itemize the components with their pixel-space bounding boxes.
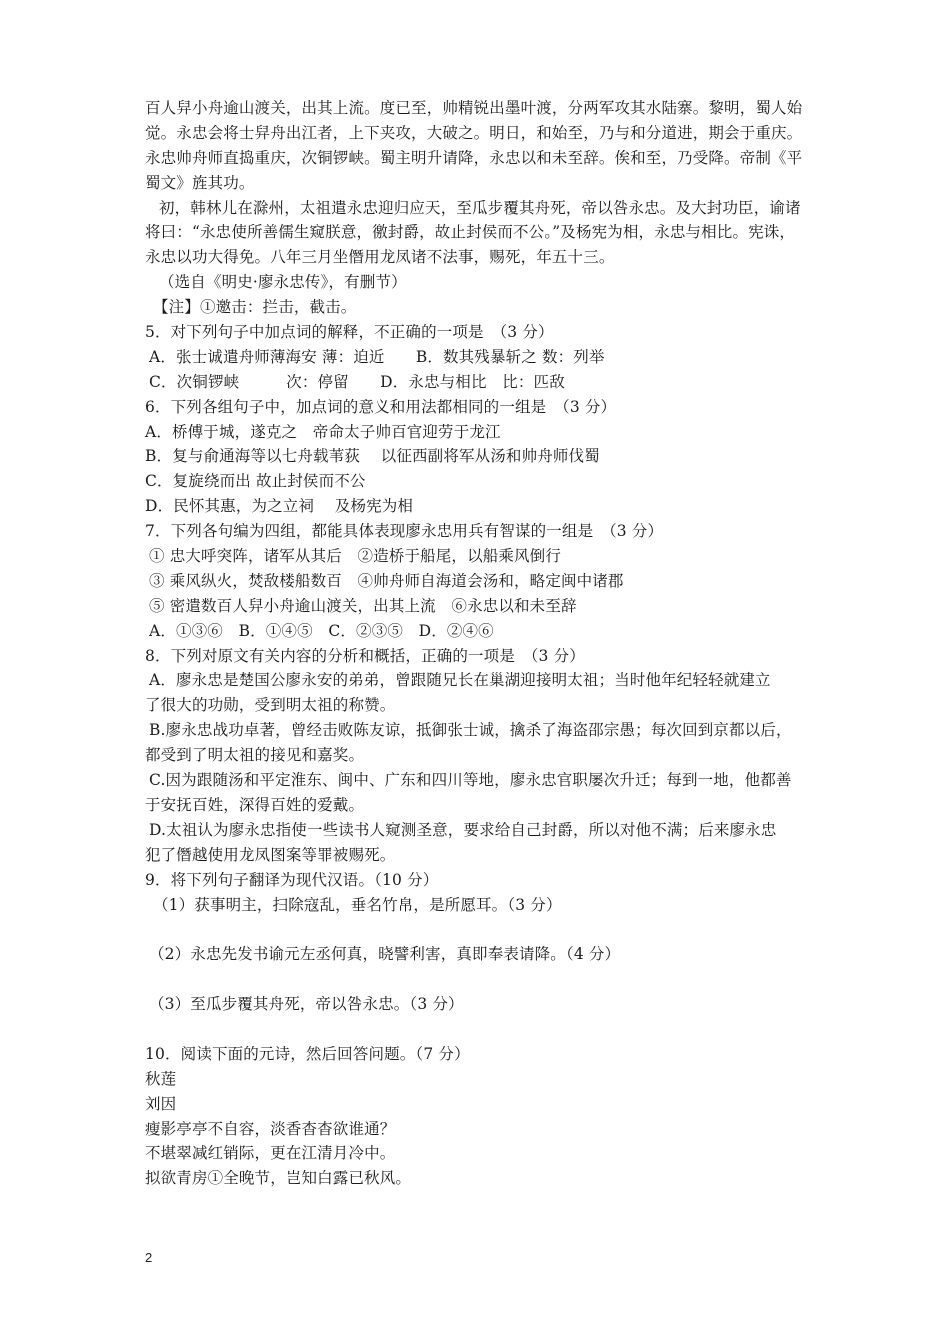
question-8-stem: 8．下列对原文有关内容的分析和概括，正确的一项是 （3 分） xyxy=(145,646,585,665)
question-6-option-c: C．复旋绕而出 故止封侯而不公 xyxy=(145,472,366,491)
question-8-option-c-line-1: C.因为跟随汤和平定淮东、闽中、广东和四川等地，廖永忠官职屡次升迁；每到一地，他都善 xyxy=(149,771,792,790)
question-9-sentence-1: （1）获事明主，扫除寇乱，垂名竹帛，是所愿耳。（3 分） xyxy=(153,895,562,914)
document-page xyxy=(145,96,825,1191)
question-8-option-a-line-2: 了很大的功勋，受到明太祖的称赞。 xyxy=(145,696,396,715)
poem-title: 秋莲 xyxy=(145,1069,177,1088)
passage-line-7: 永忠以功大得免。八年三月坐僭用龙凤诸不法事，赐死，年五十三。 xyxy=(145,248,615,267)
passage-note: 【注】①邀击：拦击，截击。 xyxy=(153,298,357,317)
question-9-sentence-3: （3）至瓜步覆其舟死，帝以咎永忠。（3 分） xyxy=(149,995,464,1014)
poem-author: 刘因 xyxy=(145,1094,177,1113)
poem-verse-2: 不堪翠减红销际，更在江清月冷中。 xyxy=(145,1144,396,1163)
question-7-row-1: ① 忠大呼突阵，诸军从其后 ②造桥于船尾，以船乘风倒行 xyxy=(149,547,561,566)
poem-verse-1: 瘦影亭亭不自容，淡香杳杳欲谁通？ xyxy=(145,1119,396,1138)
passage-line-5: 初，韩林儿在滁州，太祖遣永忠迎归应天，至瓜步覆其舟死，帝以咎永忠。及大封功臣，谕诸 xyxy=(159,198,801,217)
question-10-stem: 10．阅读下面的元诗，然后回答问题。（7 分） xyxy=(145,1044,470,1063)
question-7-options: A．①③⑥ B．①④⑤ C．②③⑤ D．②④⑥ xyxy=(149,621,494,640)
passage-line-2: 觉。永忠会将士舁舟出江者，上下夹攻，大破之。明日，和始至，乃与和分道进，期会于重庆。 xyxy=(145,123,803,142)
question-8-option-a-line-1: A．廖永忠是楚国公廖永安的弟弟，曾跟随兄长在巢湖迎接明太祖；当时他年纪轻轻就建立 xyxy=(149,671,771,690)
answer-space xyxy=(145,1017,825,1042)
answer-space xyxy=(145,967,825,992)
question-9-stem: 9．将下列句子翻译为现代汉语。（10 分） xyxy=(145,870,439,889)
question-6-stem: 6．下列各组句子中，加点词的意义和用法都相同的一组是 （3 分） xyxy=(145,397,617,416)
question-9-sentence-2: （2）永忠先发书谕元左丞何真，晓譬利害，真即奉表请降。（4 分） xyxy=(149,945,621,964)
question-8-option-b-line-2: 都受到了明太祖的接见和嘉奖。 xyxy=(145,746,365,765)
question-7-row-3: ⑤ 密遣数百人舁小舟逾山渡关，出其上流 ⑥永忠以和未至辞 xyxy=(149,596,577,615)
question-8-option-b-line-1: B.廖永忠战功卓著，曾经击败陈友谅，抵御张士诚，擒杀了海盗邵宗愚；每次回到京都以后， xyxy=(149,721,792,740)
question-6-option-d: D．民怀其惠，为之立祠 及杨宪为相 xyxy=(145,497,414,516)
passage-source: （选自《明史·廖永忠传》，有删节） xyxy=(159,273,407,292)
passage-line-1: 百人舁小舟逾山渡关，出其上流。度已至，帅精锐出墨叶渡，分两军攻其水陆寨。黎明，蜀人始 xyxy=(145,99,803,117)
poem-verse-3: 拟欲青房①全晚节，岂知白露已秋风。 xyxy=(145,1169,412,1188)
question-6-option-a: A．桥傅于城，遂克之 帝命太子帅百官迎劳于龙江 xyxy=(145,422,501,441)
question-6-option-b: B．复与俞通海等以七舟载苇荻 以征西副将军从汤和帅舟师伐蜀 xyxy=(145,447,600,466)
question-8-option-c-line-2: 于安抚百姓，深得百姓的爱戴。 xyxy=(145,795,365,814)
question-5-stem: 5．对下列句子中加点词的解释，不正确的一项是 （3 分） xyxy=(145,323,554,342)
passage-line-3: 永忠帅舟师直捣重庆，次铜锣峡。蜀主明升请降，永忠以和未至辞。俟和至，乃受降。帝制《平 xyxy=(145,148,803,167)
passage-line-6: 将曰：“永忠使所善儒生窥朕意，徼封爵，故止封侯而不公。”及杨宪为相，永忠与相比。宪诛， xyxy=(145,223,796,242)
answer-space xyxy=(145,917,825,942)
question-8-option-d-line-2: 犯了僭越使用龙凤图案等罪被赐死。 xyxy=(145,845,396,864)
question-7-row-2: ③ 乘风纵火，焚敌楼船数百 ④帅舟师自海道会汤和，略定闽中诸郡 xyxy=(149,571,624,590)
passage-line-4: 蜀文》旌其功。 xyxy=(145,173,255,192)
question-7-stem: 7．下列各句编为四组，都能具体表现廖永忠用兵有智谋的一组是 （3 分） xyxy=(145,522,664,541)
question-8-option-d-line-1: D.太祖认为廖永忠指使一些读书人窥测圣意，要求给自己封爵，所以对他不满；后来廖永忠 xyxy=(149,820,777,839)
page-number: 2 xyxy=(145,1250,153,1265)
question-5-options-ab: A．张士诚遣舟师薄海安 薄：迫近 B．数其残暴斩之 数：列举 xyxy=(149,347,605,366)
question-5-options-cd: C．次铜锣峡 次：停留 D．永忠与相比 比：匹敌 xyxy=(149,372,565,391)
